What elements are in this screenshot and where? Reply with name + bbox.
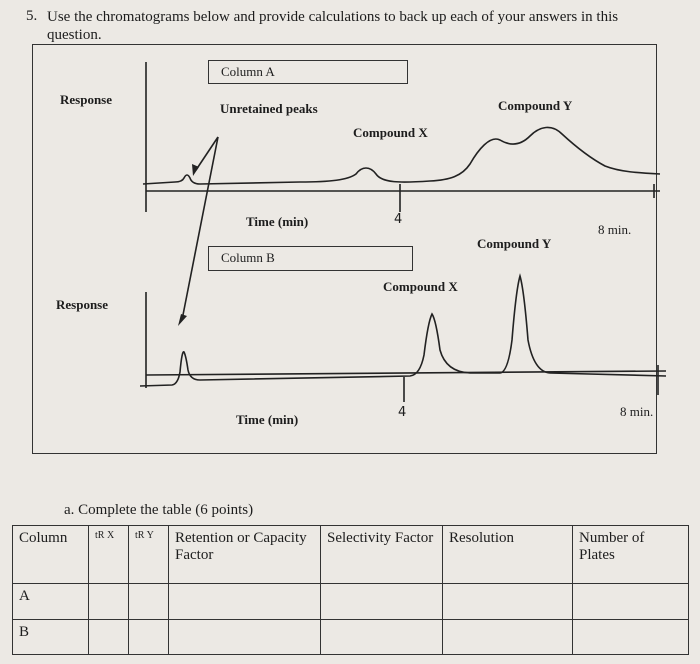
header-column: Column [13, 526, 89, 584]
column-b-title: Column B [208, 246, 413, 271]
column-a-title: Column A [208, 60, 408, 84]
column-a-time-label: Time (min) [246, 214, 309, 229]
header-retention: Retention or Capacity Factor [169, 526, 321, 584]
cell[interactable] [129, 619, 169, 655]
arrowhead-b [178, 314, 187, 326]
cell[interactable] [573, 584, 689, 620]
table-row [13, 619, 689, 655]
column-a-compound-x-label: Compound X [353, 125, 428, 140]
row-label-b: B [13, 619, 89, 655]
answer-table [12, 525, 689, 655]
cell[interactable] [443, 584, 573, 620]
cell[interactable] [169, 584, 321, 620]
column-b-time-label: Time (min) [236, 412, 299, 427]
cell[interactable] [321, 584, 443, 620]
column-a-compound-y-label: Compound Y [498, 98, 573, 113]
question-number: 5. [26, 8, 38, 24]
cell[interactable] [89, 619, 129, 655]
cell[interactable] [169, 619, 321, 655]
cell[interactable] [129, 584, 169, 620]
column-a-tick-8: 8 min. [598, 222, 632, 237]
column-b-compound-y-label: Compound Y [477, 236, 552, 251]
header-tr-y: tR Y [129, 526, 169, 584]
header-resolution: Resolution [443, 526, 573, 584]
header-plates: Number of Plates [573, 526, 689, 584]
part-a-label: a. [64, 502, 75, 518]
cell[interactable] [89, 584, 129, 620]
question-text: Use the chromatograms below and provide calculations to back up each of your answers in this question. [47, 9, 619, 43]
column-b-tick-8: 8 min. [620, 404, 654, 419]
column-b-response-label: Response [56, 297, 109, 312]
part-a-text: Complete the table (6 points) [78, 502, 254, 518]
header-tr-x: tR X [89, 526, 129, 584]
part-a-heading [64, 502, 253, 519]
cell[interactable] [573, 619, 689, 655]
header-selectivity: Selectivity Factor [321, 526, 443, 584]
column-a-response-label: Response [60, 92, 113, 107]
table-row [13, 584, 689, 620]
column-a-tick-4: 4 [394, 212, 403, 227]
unretained-peaks-label: Unretained peaks [220, 101, 318, 116]
cell[interactable] [321, 619, 443, 655]
cell[interactable] [443, 619, 573, 655]
row-label-a: A [13, 584, 89, 620]
column-b-compound-x-label: Compound X [383, 279, 458, 294]
column-b-tick-4: 4 [398, 405, 407, 420]
table-header-row [13, 526, 689, 584]
